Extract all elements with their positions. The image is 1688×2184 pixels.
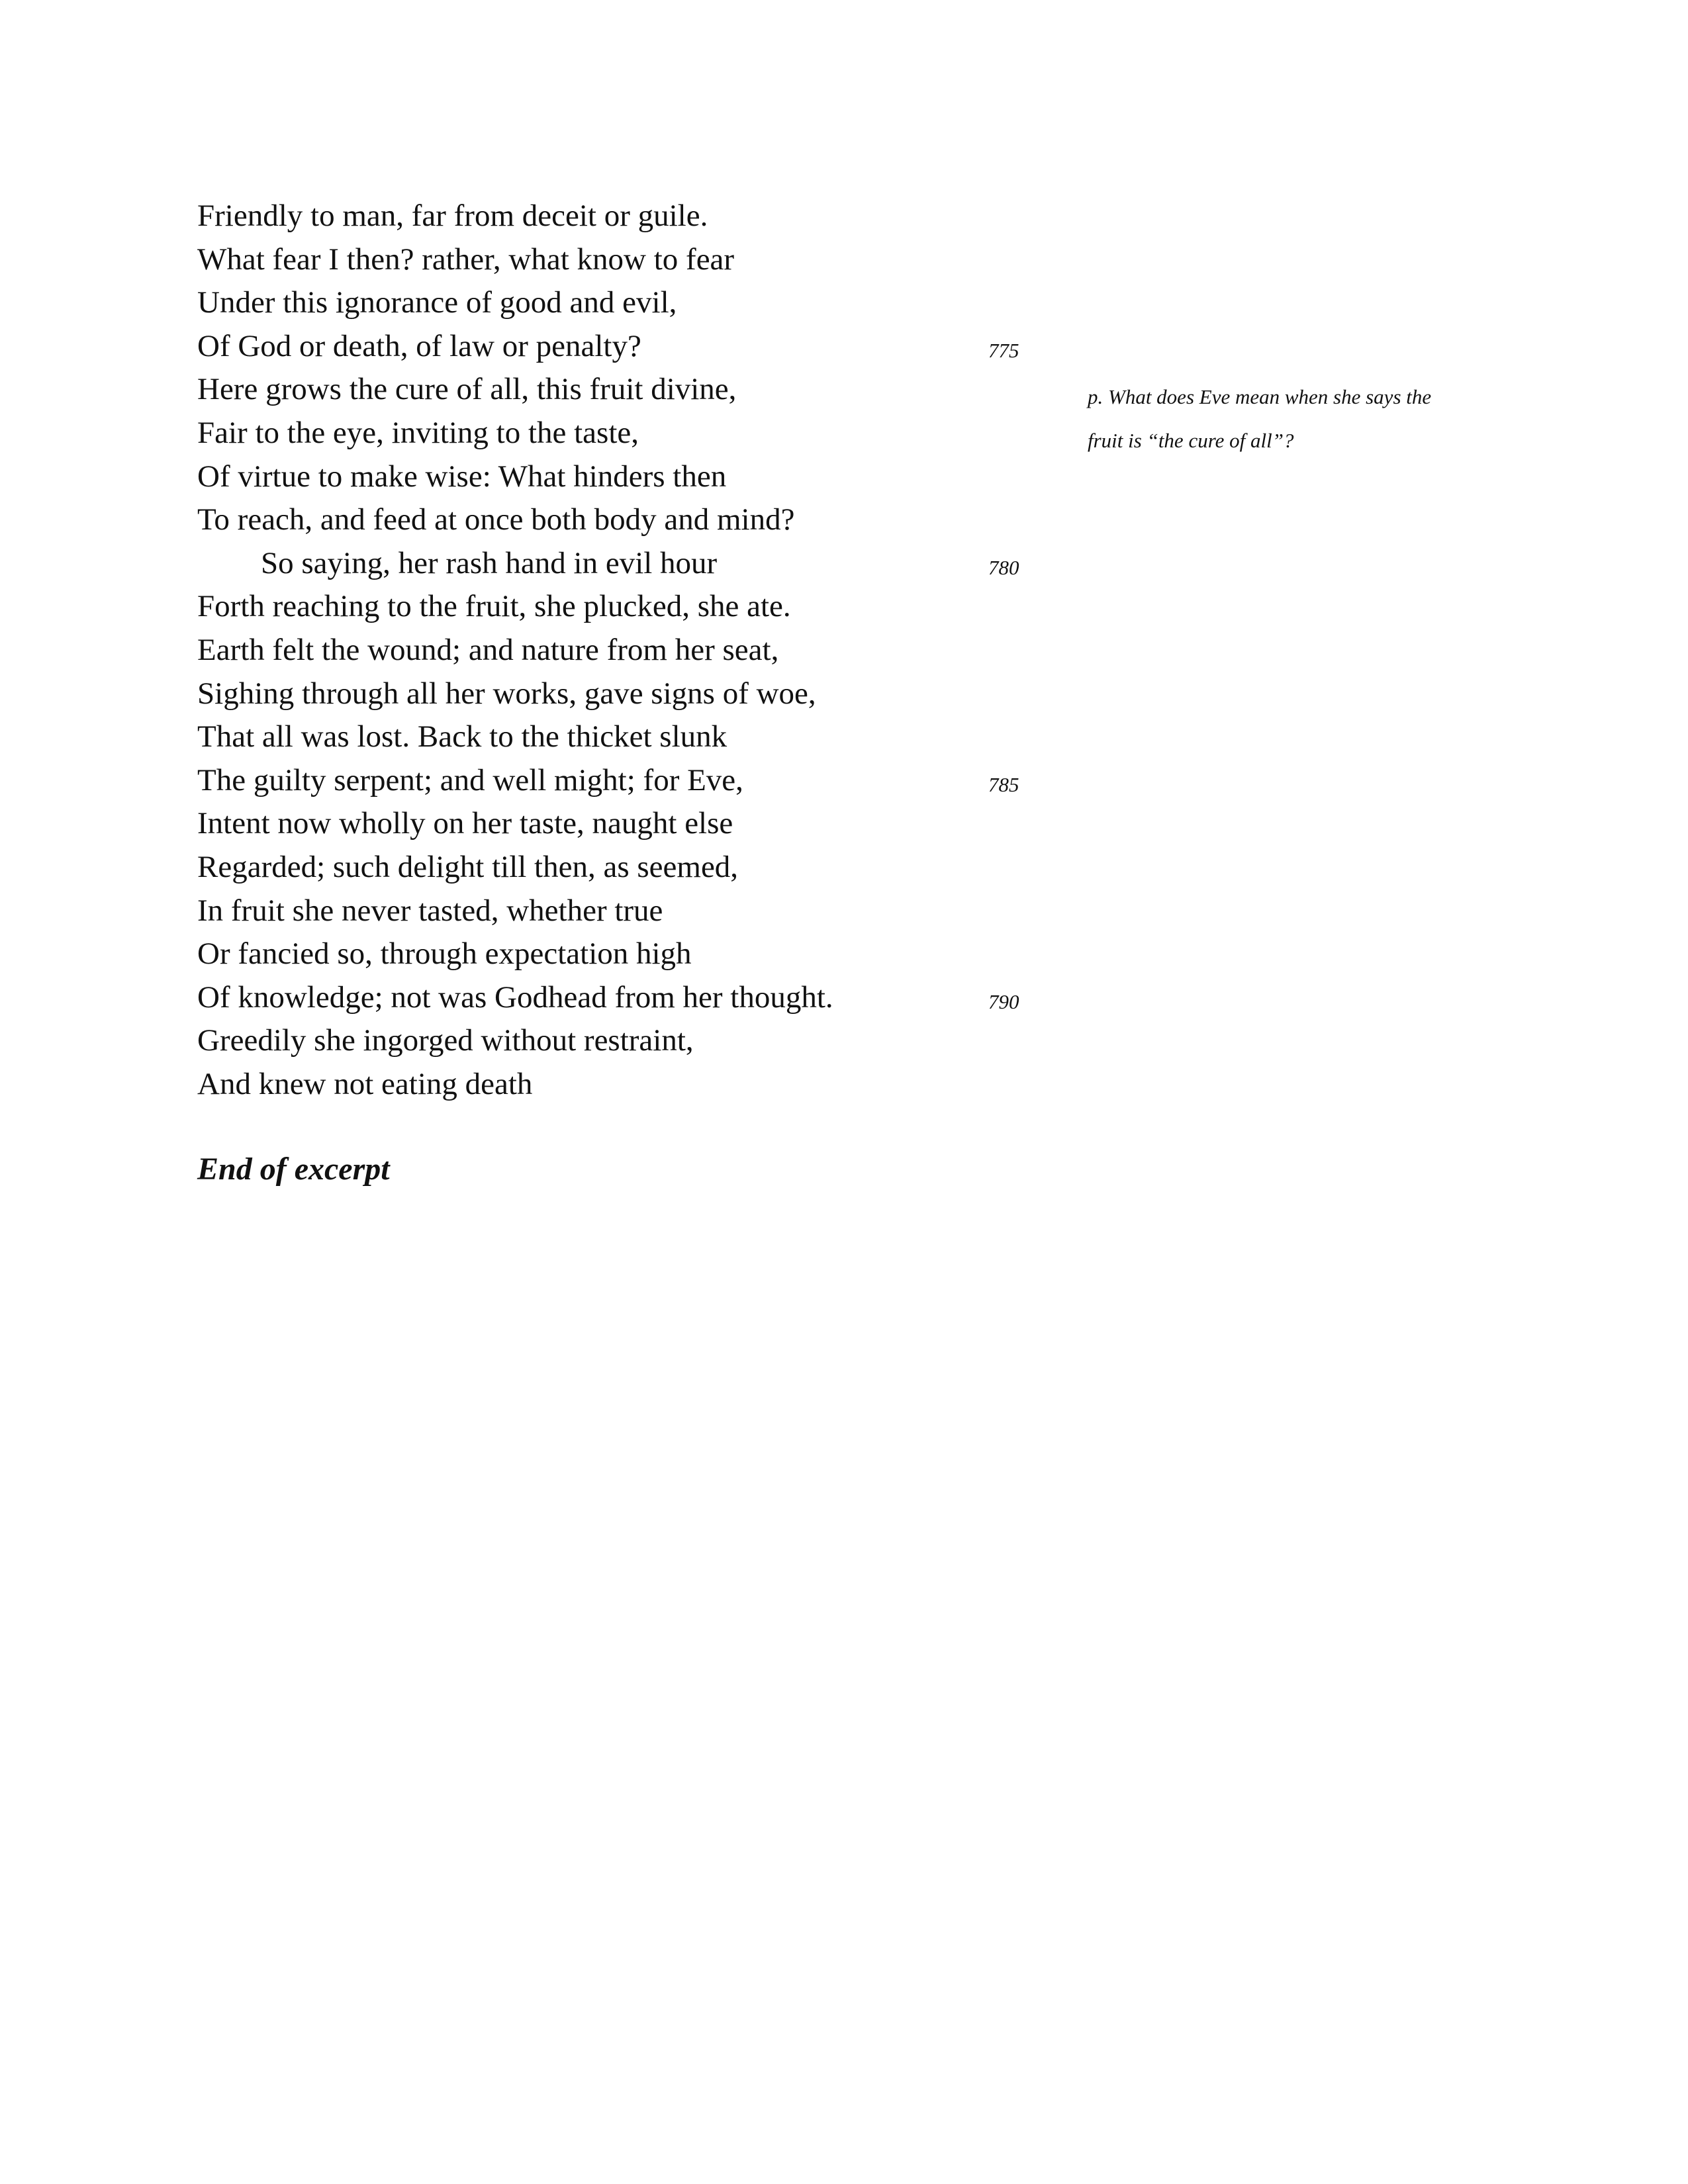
- poem-line-text: Friendly to man, far from deceit or guile.: [197, 199, 708, 233]
- end-of-excerpt-label: End of excerpt: [197, 1152, 390, 1187]
- poem-line: [197, 759, 1058, 803]
- poem-line: [197, 195, 1058, 238]
- poem-line-text: In fruit she never tasted, whether true: [197, 893, 663, 928]
- poem-line-text: To reach, and feed at once both body and mind?: [197, 502, 795, 537]
- poem-line: [197, 238, 1058, 282]
- poem-line-text: And knew not eating death: [197, 1066, 533, 1101]
- poem-line-text: Forth reaching to the fruit, she plucked, she ate.: [197, 589, 791, 624]
- poem-line-text: Intent now wholly on her taste, naught else: [197, 806, 733, 841]
- poem-line: [197, 1019, 1058, 1063]
- poem-line-text: Sighing through all her works, gave signs of woe,: [197, 676, 816, 711]
- margin-question-line: fruit is “the cure of all”?: [1088, 429, 1294, 452]
- poem-line: [197, 1063, 1058, 1107]
- poem-line-text: Or fancied so, through expectation high: [197, 936, 692, 972]
- poem-line: [197, 542, 1058, 586]
- poem-line-text: Greedily she ingorged without restraint,: [197, 1023, 694, 1058]
- poem-line: [197, 325, 1058, 369]
- poem-line-text: Under this ignorance of good and evil,: [197, 285, 677, 320]
- poem-line-text: Of knowledge; not was Godhead from her thought.: [197, 979, 833, 1015]
- poem-line: [197, 846, 1058, 889]
- poem-line: [197, 498, 1058, 542]
- poem-line-text: So saying, her rash hand in evil hour: [261, 545, 718, 580]
- poem-line: [197, 585, 1058, 629]
- margin-question-line: p. What does Eve mean when she says the: [1088, 385, 1432, 408]
- poem-line: [197, 802, 1058, 846]
- line-number: 785: [988, 772, 1019, 796]
- poem-line: [197, 976, 1058, 1020]
- poem-line: [197, 455, 1058, 499]
- poem-line-text: Regarded; such delight till then, as seemed,: [197, 849, 739, 884]
- poem-line-text: Fair to the eye, inviting to the taste,: [197, 415, 639, 450]
- poem-line-text: Of virtue to make wise: What hinders then: [197, 459, 727, 494]
- poem-line-text: The guilty serpent; and well might; for Eve,: [197, 762, 743, 797]
- poem-line-text: What fear I then? rather, what know to fear: [197, 242, 735, 277]
- poem-line: [197, 715, 1058, 759]
- poem-line: [197, 281, 1058, 325]
- line-number: 775: [988, 338, 1019, 362]
- margin-question: [1088, 375, 1511, 463]
- poem-line: [197, 412, 1058, 455]
- line-number: 780: [988, 555, 1019, 579]
- poem-line-text: That all was lost. Back to the thicket slunk: [197, 719, 727, 754]
- poem-line-text: Here grows the cure of all, this fruit divine,: [197, 372, 737, 407]
- poem-line: [197, 629, 1058, 672]
- poem-excerpt: [197, 195, 1058, 1106]
- poem-line-text: Of God or death, of law or penalty?: [197, 328, 641, 363]
- poem-line: [197, 672, 1058, 716]
- line-number: 790: [988, 989, 1019, 1013]
- poem-line: [197, 368, 1058, 412]
- poem-line: [197, 889, 1058, 933]
- poem-line-text: Earth felt the wound; and nature from her seat,: [197, 632, 779, 667]
- poem-line: [197, 933, 1058, 976]
